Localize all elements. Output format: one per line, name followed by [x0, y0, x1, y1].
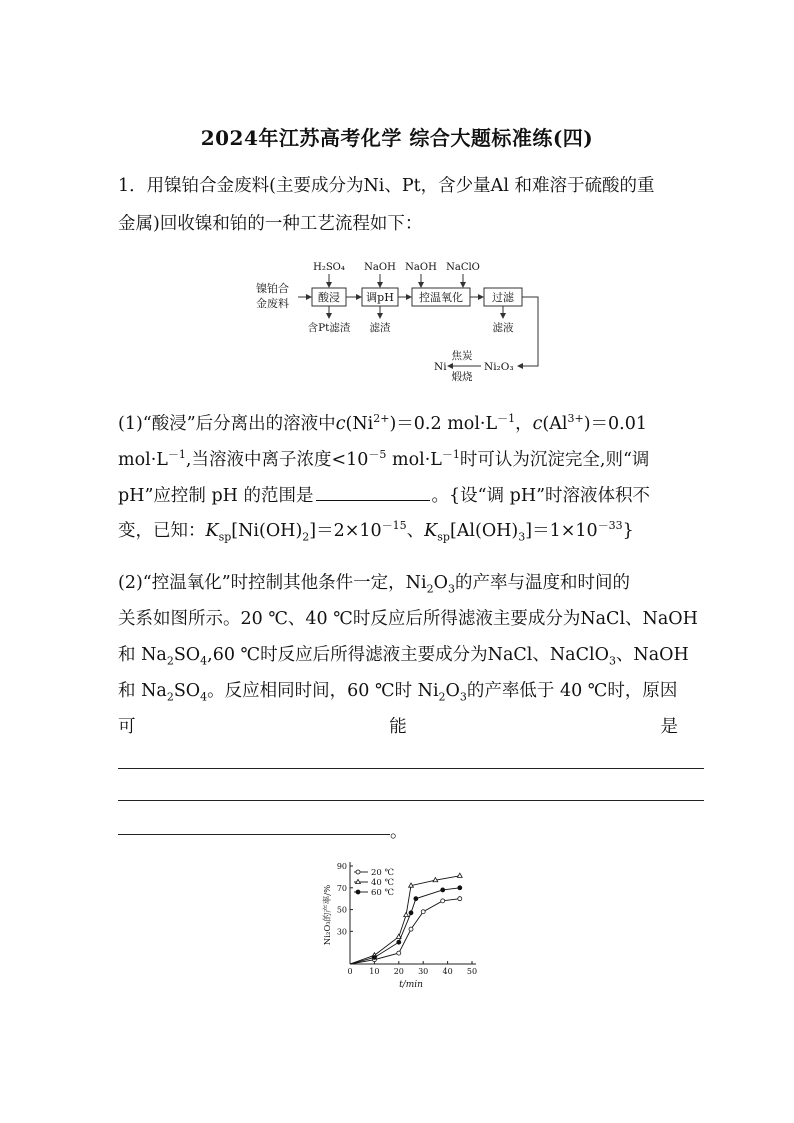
part2-line-4: 和 $Na_2SO_4$。反应相同时间，60 ℃时 $Ni_2O_3$的产率低于 40 ℃时，原因 — [118, 681, 678, 704]
data-point — [421, 910, 425, 914]
legend-label-0: 20 ℃ — [371, 868, 395, 878]
flow-feed-line-1: 镍铂合 — [256, 282, 289, 295]
part1-line-4: 变，已知：$K_{sp}[Ni(OH)_2]=2\times 10^{-15}$、$K_{sp}[Al(OH)_3]=1\times 10^{-33}$} — [118, 519, 634, 544]
data-point — [441, 888, 445, 892]
process-flow-diagram — [250, 252, 550, 382]
part2-line-5: 可 能 是 — [118, 717, 678, 737]
flow-box-adjust-ph-label: 调pH — [366, 291, 394, 304]
part2-line-3: 和 $Na_2SO_4,60$ ℃时反应后所得滤液主要成分为NaCl、NaClO$_3$、NaOH — [118, 645, 689, 668]
q1-intro-line-1: 1．用镍铂合金废料(主要成分为Ni、Pt，含少量Al 和难溶于硫酸的重 — [118, 176, 655, 196]
y-tick-label: 50 — [336, 905, 347, 915]
legend-label-1: 40 ℃ — [371, 878, 395, 888]
y-tick-label: 30 — [336, 927, 347, 937]
answer-line-1[interactable] — [118, 768, 704, 769]
flow-reagent-h2so4: H₂SO₄ — [313, 262, 345, 273]
yield-chart — [312, 858, 482, 993]
x-tick-label: 10 — [369, 967, 380, 976]
x-tick-label: 40 — [442, 967, 453, 976]
q1-intro-line-2: 金属)回收镍和铂的一种工艺流程如下： — [118, 214, 423, 234]
flow-output-residue: 滤渣 — [369, 322, 391, 334]
flow-condition-coke: 焦炭 — [451, 350, 473, 362]
flow-feed-line-2: 金废料 — [256, 297, 289, 310]
answer-line-3[interactable] — [118, 834, 390, 835]
document-title: 2024年江苏高考化学 综合大题标准练(四) — [200, 126, 594, 150]
part2-line-2: 关系如图所示。20 ℃、40 ℃时反应后所得滤液主要成分为NaCl、NaOH — [118, 609, 698, 629]
legend-label-2: 60 ℃ — [371, 888, 395, 898]
answer-blank-ph-range[interactable] — [316, 486, 430, 501]
flow-box-temp-oxidation-label: 控温氧化 — [419, 291, 463, 304]
flow-reagent-naoh-2: NaOH — [405, 262, 437, 273]
data-point — [458, 886, 462, 890]
answer-end-mark: 。 — [390, 822, 408, 842]
data-point — [409, 927, 413, 931]
flow-final-ni: Ni — [434, 361, 447, 373]
data-point — [404, 912, 409, 916]
flow-reagent-naoh-1: NaOH — [364, 262, 396, 273]
x-tick-label: 50 — [466, 967, 478, 976]
part1-line-1: (1)“酸浸”后分离出的溶液中$c(Ni^{2+})=0.2$ $mol\cdot L^{-1}$，$c(Al^{3+})=0.01$ — [118, 412, 647, 434]
x-axis-label: t/min — [399, 980, 423, 990]
data-point — [397, 940, 401, 944]
part2-line-1: (2)“控温氧化”时控制其他条件一定，$Ni_2O_3$的产率与温度和时间的 — [118, 573, 630, 596]
data-point — [356, 890, 360, 894]
y-axis-label: Ni₂O₃的产率/% — [323, 884, 333, 946]
data-point — [356, 879, 361, 883]
flow-output-filtrate: 滤液 — [492, 322, 514, 334]
data-point — [356, 870, 360, 874]
series-line-0 — [350, 899, 460, 964]
part1-line-2: $mol\cdot L^{-1}$,当溶液中离子浓度$<10^{-5}$ $mol\cdot L^{-1}$时可认为沉淀完全,则“调 — [118, 448, 650, 470]
answer-line-2[interactable] — [118, 800, 704, 801]
flow-condition-calcine: 煅烧 — [451, 371, 473, 382]
flow-box-acid-leach-label: 酸浸 — [318, 291, 340, 304]
data-point — [372, 955, 376, 959]
flow-output-pt-residue: 含Pt滤渣 — [307, 322, 351, 334]
data-point — [409, 911, 413, 915]
flow-product-ni2o3: Ni₂O₃ — [484, 361, 514, 373]
data-point — [414, 897, 418, 901]
flow-box-filter-label: 过滤 — [492, 291, 514, 304]
data-point — [441, 899, 445, 903]
part1-line-3: pH”应控制 pH 的范围是 。{设“调 pH”时溶液体积不 — [118, 486, 651, 506]
y-tick-label: 70 — [336, 883, 347, 893]
flow-reagent-naclo: NaClO — [446, 262, 480, 273]
y-tick-label: 90 — [336, 862, 347, 871]
x-tick-label: 30 — [418, 967, 429, 976]
data-point — [458, 897, 462, 901]
x-tick-label: 20 — [393, 967, 404, 976]
data-point — [457, 873, 462, 877]
x-tick-label: 0 — [347, 967, 353, 976]
data-point — [397, 951, 401, 955]
